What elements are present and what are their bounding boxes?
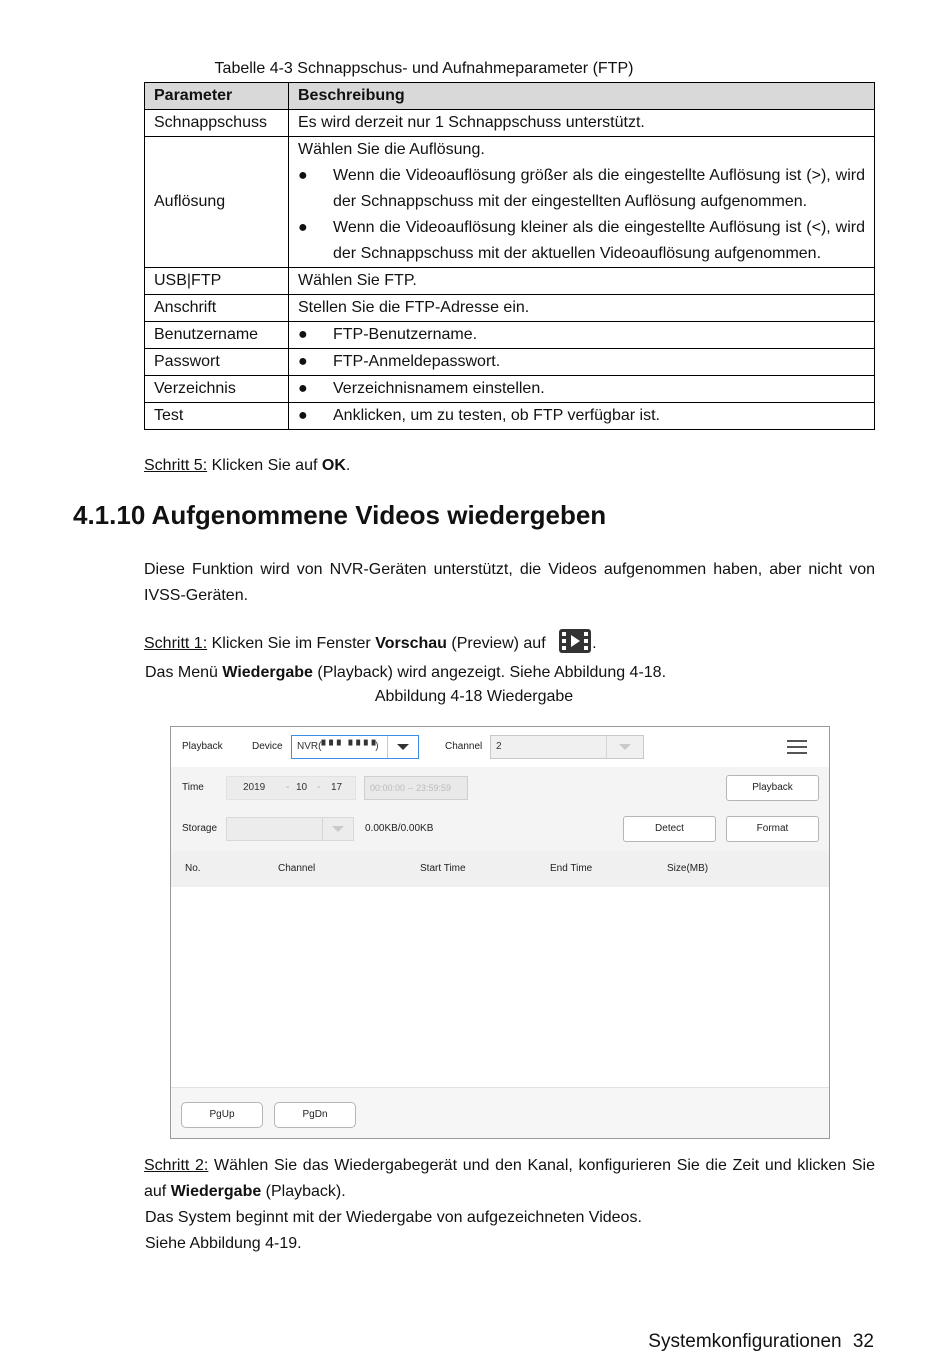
column-start-time: Start Time bbox=[420, 863, 466, 874]
pgdn-button[interactable]: PgDn bbox=[274, 1102, 356, 1128]
step-text: Klicken Sie auf bbox=[207, 457, 322, 474]
step-text-end: . bbox=[345, 457, 351, 474]
channel-label: Channel bbox=[445, 741, 483, 752]
table-row bbox=[145, 137, 875, 268]
page-footer bbox=[648, 1331, 874, 1353]
device-value: NVR(▘▘▘▝▝▝▝) bbox=[297, 741, 379, 752]
bullet-text: FTP-Benutzername. bbox=[333, 326, 478, 343]
param-cell: Test bbox=[145, 403, 289, 430]
playback-window bbox=[170, 726, 830, 1139]
channel-dropdown[interactable] bbox=[606, 736, 643, 758]
step-label: Schritt 2: bbox=[144, 1157, 209, 1174]
table-row bbox=[145, 110, 875, 137]
bullet-icon: ● bbox=[298, 380, 308, 397]
step-5 bbox=[144, 453, 350, 479]
bullet-text: Wenn die Videoauflösung größer als die eingestellte Auflösung ist (>), wird der Schnappschuss mit der eingestellten Auflösung aufgenommen. bbox=[333, 167, 865, 210]
playback-film-icon bbox=[558, 628, 592, 663]
intro-paragraph: Diese Funktion wird von NVR-Geräten unterstützt, die Videos aufgenommen haben, aber nicht von IVSS-Geräten. bbox=[144, 561, 875, 604]
desc-cell: Es wird derzeit nur 1 Schnappschuss unterstützt. bbox=[289, 110, 875, 137]
param-cell: Anschrift bbox=[145, 295, 289, 322]
step-label: Schritt 5: bbox=[144, 457, 208, 474]
step-text: Klicken Sie im Fenster bbox=[207, 635, 376, 652]
step-1 bbox=[144, 628, 875, 663]
desc-cell bbox=[289, 349, 875, 376]
menu-text: Das Menü bbox=[145, 664, 223, 681]
chevron-down-icon bbox=[619, 744, 631, 750]
table-row bbox=[145, 376, 875, 403]
device-dropdown[interactable] bbox=[387, 736, 418, 758]
bullet-icon: ● bbox=[298, 219, 308, 236]
menu-text-end: (Playback) wird angezeigt. Siehe Abbildung 4-18. bbox=[312, 664, 667, 681]
param-cell: Auflösung bbox=[145, 137, 289, 268]
bullet-text: Anklicken, um zu testen, ob FTP verfügbar ist. bbox=[333, 407, 660, 424]
figure-caption: Abbildung 4-18 Wiedergabe bbox=[374, 688, 574, 705]
time-label: Time bbox=[182, 782, 204, 793]
table-row bbox=[145, 349, 875, 376]
desc-cell bbox=[289, 376, 875, 403]
table-row bbox=[145, 322, 875, 349]
detect-button[interactable]: Detect bbox=[623, 816, 716, 842]
system-line: Das System beginnt mit der Wiedergabe von aufgezeichneten Videos. bbox=[145, 1209, 642, 1226]
step-text-end: (Preview) auf bbox=[446, 635, 546, 652]
bullet-icon: ● bbox=[298, 326, 308, 343]
table-header-row bbox=[145, 83, 875, 110]
playback-title: Playback bbox=[182, 741, 223, 752]
parameter-table bbox=[144, 82, 875, 430]
channel-select[interactable] bbox=[490, 735, 644, 759]
column-no: No. bbox=[185, 863, 201, 874]
top-bar bbox=[171, 727, 829, 767]
storage-select[interactable] bbox=[226, 817, 354, 841]
channel-value: 2 bbox=[496, 741, 502, 752]
desc-cell: Wählen Sie FTP. bbox=[289, 268, 875, 295]
date-year: 2019 bbox=[243, 782, 266, 793]
see-figure-line: Siehe Abbildung 4-19. bbox=[145, 1235, 302, 1252]
pgup-button[interactable]: PgUp bbox=[181, 1102, 263, 1128]
section-heading: 4.1.10 Aufgenommene Videos wiedergeben bbox=[73, 500, 607, 530]
step-text: Wählen Sie das Wiedergabegerät und den Kanal, konfigurieren Sie die Zeit und klicken Sie auf bbox=[144, 1157, 875, 1200]
page-number: 32 bbox=[852, 1331, 874, 1352]
date-month: 10 bbox=[296, 782, 308, 793]
menu-icon[interactable] bbox=[787, 740, 807, 754]
step-label: Schritt 1: bbox=[144, 635, 208, 652]
format-button[interactable]: Format bbox=[726, 816, 819, 842]
table-caption: Tabelle 4-3 Schnappschus- und Aufnahmeparameter (FTP) bbox=[214, 60, 634, 77]
time-range-input[interactable]: 00:00:00 -- 23:59:59 bbox=[364, 776, 468, 800]
storage-value: 0.00KB/0.00KB bbox=[365, 823, 434, 834]
date-day: 17 bbox=[331, 782, 343, 793]
bullet-icon: ● bbox=[298, 167, 308, 184]
playback-button[interactable]: Playback bbox=[726, 775, 819, 801]
date-sep: - bbox=[317, 782, 321, 793]
storage-label: Storage bbox=[182, 823, 218, 834]
menu-bold: Wiedergabe bbox=[222, 664, 313, 681]
step-2 bbox=[144, 1153, 875, 1205]
param-cell: Verzeichnis bbox=[145, 376, 289, 403]
date-input[interactable] bbox=[226, 776, 356, 800]
menu-line bbox=[145, 660, 666, 686]
column-channel: Channel bbox=[278, 863, 316, 874]
bullet-text: Wenn die Videoauflösung kleiner als die eingestellte Auflösung ist (<), wird der Schnappschuss mit der aktuellen Videoauflösung aufgenommen. bbox=[333, 219, 865, 262]
desc-intro: Wählen Sie die Auflösung. bbox=[298, 141, 485, 158]
param-cell: Passwort bbox=[145, 349, 289, 376]
column-end-time: End Time bbox=[550, 863, 593, 874]
bullet-text: Verzeichnisnamem einstellen. bbox=[333, 380, 545, 397]
param-cell: Schnappschuss bbox=[145, 110, 289, 137]
step-bold: Wiedergabe bbox=[170, 1183, 262, 1200]
date-sep: - bbox=[286, 782, 290, 793]
bullet-icon: ● bbox=[298, 353, 308, 370]
record-list[interactable] bbox=[171, 887, 829, 1088]
param-cell: Benutzername bbox=[145, 322, 289, 349]
header-description: Beschreibung bbox=[289, 83, 875, 110]
step-bold: OK bbox=[321, 457, 346, 474]
table-row bbox=[145, 295, 875, 322]
desc-cell bbox=[289, 137, 875, 268]
bullet-icon: ● bbox=[298, 407, 308, 424]
device-select[interactable] bbox=[291, 735, 419, 759]
step-bold: Vorschau bbox=[375, 635, 447, 652]
desc-cell: Stellen Sie die FTP-Adresse ein. bbox=[289, 295, 875, 322]
bullet-item bbox=[298, 163, 865, 215]
bullet-item bbox=[298, 215, 865, 267]
chevron-down-icon bbox=[397, 744, 409, 750]
column-size: Size(MB) bbox=[667, 863, 709, 874]
filter-panel bbox=[171, 767, 829, 887]
device-label: Device bbox=[252, 741, 283, 752]
footer-chapter: Systemkonfigurationen bbox=[648, 1331, 842, 1352]
chevron-down-icon bbox=[332, 826, 344, 832]
step-text-end: (Playback). bbox=[261, 1183, 346, 1200]
list-header bbox=[171, 851, 829, 888]
table-row bbox=[145, 403, 875, 430]
bullet-text: FTP-Anmeldepasswort. bbox=[333, 353, 501, 370]
storage-dropdown[interactable] bbox=[322, 818, 353, 840]
step-end-dot: . bbox=[592, 635, 597, 652]
pager bbox=[171, 1088, 829, 1138]
desc-cell bbox=[289, 403, 875, 430]
table-row bbox=[145, 268, 875, 295]
header-parameter: Parameter bbox=[145, 83, 289, 110]
param-cell: USB|FTP bbox=[145, 268, 289, 295]
desc-cell bbox=[289, 322, 875, 349]
